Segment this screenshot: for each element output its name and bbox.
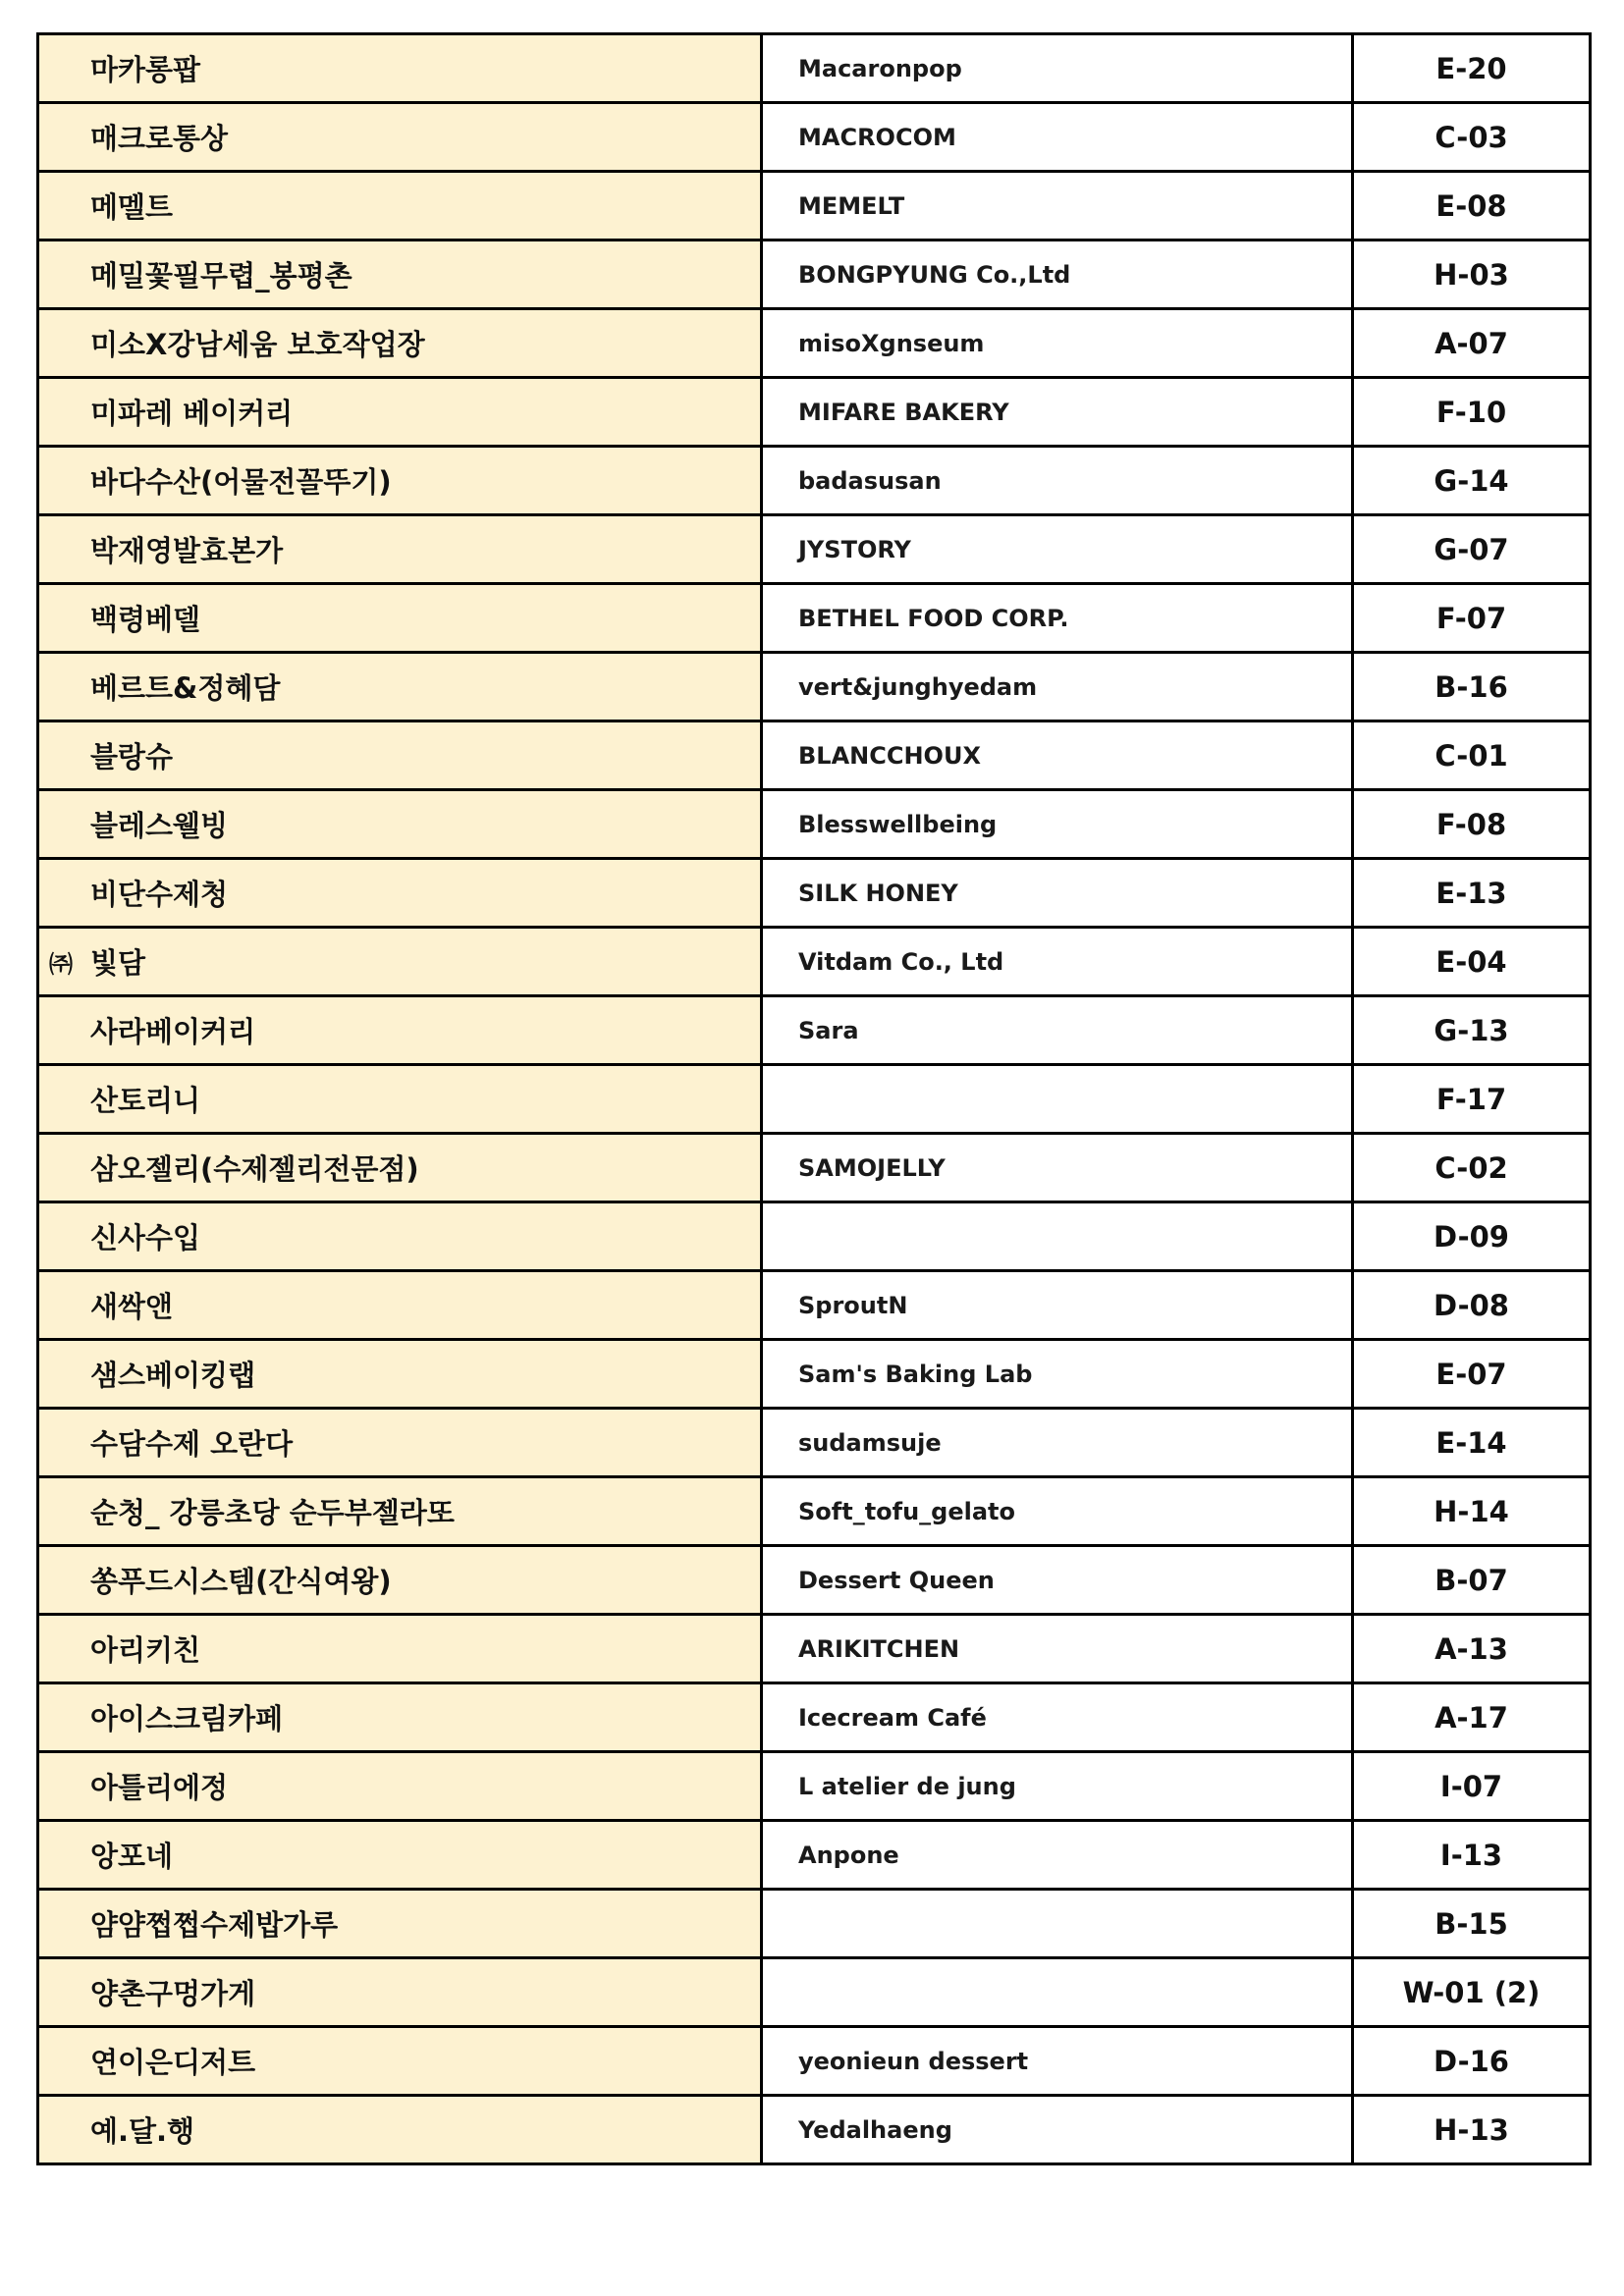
english-name-cell xyxy=(762,1134,1353,1202)
english-name-cell xyxy=(762,378,1353,447)
booth-number: H-14 xyxy=(1434,1494,1509,1528)
booth-number-cell xyxy=(1353,103,1591,172)
booth-number: D-08 xyxy=(1433,1288,1509,1322)
company-name-cell xyxy=(38,240,762,309)
booth-number: C-01 xyxy=(1435,738,1508,773)
company-name-cell xyxy=(38,2027,762,2096)
company-name: 백령베델 xyxy=(90,603,201,636)
english-name-cell xyxy=(762,447,1353,515)
table-row xyxy=(38,515,1591,584)
english-name-cell xyxy=(762,859,1353,928)
table-row xyxy=(38,1546,1591,1615)
table-row xyxy=(38,240,1591,309)
booth-number-cell xyxy=(1353,584,1591,653)
booth-number-cell xyxy=(1353,1958,1591,2027)
company-name-cell xyxy=(38,1271,762,1340)
english-name-cell xyxy=(762,103,1353,172)
table-row xyxy=(38,1821,1591,1890)
booth-number-cell xyxy=(1353,1134,1591,1202)
exhibitor-table xyxy=(36,32,1592,2165)
exhibitor-table-body xyxy=(38,34,1591,2164)
booth-number-cell xyxy=(1353,447,1591,515)
company-name: 예.달.행 xyxy=(90,2114,195,2148)
table-row xyxy=(38,1890,1591,1958)
english-name: Macaronpop xyxy=(798,54,962,82)
english-name: Dessert Queen xyxy=(798,1566,995,1594)
english-name: Sara xyxy=(798,1016,859,1044)
table-row xyxy=(38,1752,1591,1821)
english-name-cell xyxy=(762,515,1353,584)
english-name: BONGPYUNG Co.,Ltd xyxy=(798,260,1071,289)
company-name-cell xyxy=(38,1752,762,1821)
company-name: 아리키친 xyxy=(90,1633,201,1667)
english-name-cell xyxy=(762,1340,1353,1409)
english-name-cell xyxy=(762,1409,1353,1477)
table-row xyxy=(38,1134,1591,1202)
company-name: 마카롱팝 xyxy=(90,53,201,86)
company-name: 쏭푸드시스템(간식여왕) xyxy=(90,1565,392,1598)
table-row xyxy=(38,1340,1591,1409)
booth-number: H-03 xyxy=(1434,257,1509,292)
table-row xyxy=(38,928,1591,996)
table-row xyxy=(38,447,1591,515)
company-name: 삼오젤리(수제젤리전문점) xyxy=(90,1152,419,1186)
table-row xyxy=(38,1477,1591,1546)
english-name: SILK HONEY xyxy=(798,879,958,907)
company-name-cell xyxy=(38,172,762,240)
booth-number-cell xyxy=(1353,1615,1591,1683)
english-name-cell xyxy=(762,1546,1353,1615)
english-name: Yedalhaeng xyxy=(798,2115,952,2144)
company-name-cell xyxy=(38,1477,762,1546)
english-name: vert&junghyedam xyxy=(798,672,1038,701)
booth-number-cell xyxy=(1353,515,1591,584)
company-name: 샘스베이킹랩 xyxy=(90,1359,256,1392)
english-name: ARIKITCHEN xyxy=(798,1634,960,1663)
english-name-cell xyxy=(762,996,1353,1065)
booth-number: W-01 (2) xyxy=(1402,1975,1541,2009)
english-name-cell xyxy=(762,172,1353,240)
company-name: 빛담 xyxy=(90,946,146,980)
table-row xyxy=(38,1958,1591,2027)
company-name: 블랑슈 xyxy=(90,740,174,774)
table-row xyxy=(38,34,1591,103)
booth-number-cell xyxy=(1353,2096,1591,2164)
english-name: Anpone xyxy=(798,1841,899,1869)
booth-number: B-16 xyxy=(1435,669,1508,704)
booth-number-cell xyxy=(1353,928,1591,996)
english-name: misoXgnseum xyxy=(798,329,985,357)
table-row xyxy=(38,309,1591,378)
table-row xyxy=(38,378,1591,447)
table-row xyxy=(38,1615,1591,1683)
company-name-cell xyxy=(38,103,762,172)
company-name-cell xyxy=(38,378,762,447)
english-name-cell xyxy=(762,309,1353,378)
table-row xyxy=(38,584,1591,653)
company-name-cell xyxy=(38,928,762,996)
booth-number: I-13 xyxy=(1439,1838,1503,1872)
company-name: 베르트&정혜담 xyxy=(90,671,281,705)
english-name: MACROCOM xyxy=(798,123,956,151)
company-name-cell xyxy=(38,515,762,584)
table-row xyxy=(38,172,1591,240)
table-row xyxy=(38,996,1591,1065)
booth-number-cell xyxy=(1353,172,1591,240)
company-name-cell xyxy=(38,1890,762,1958)
company-name: 사라베이커리 xyxy=(90,1015,256,1048)
english-name: yeonieun dessert xyxy=(798,2047,1029,2075)
company-name: 얌얌쩝쩝수제밥가루 xyxy=(90,1908,339,1942)
english-name: sudamsuje xyxy=(798,1428,942,1457)
english-name: JYSTORY xyxy=(798,535,911,563)
company-name: 메밀꽃필무렵_봉평촌 xyxy=(90,259,352,293)
company-name-cell xyxy=(38,1202,762,1271)
english-name: Sam's Baking Lab xyxy=(798,1360,1033,1388)
booth-number: E-13 xyxy=(1435,876,1507,910)
table-row xyxy=(38,1065,1591,1134)
english-name: SAMOJELLY xyxy=(798,1153,946,1182)
booth-number: B-15 xyxy=(1435,1906,1508,1941)
english-name-cell xyxy=(762,1271,1353,1340)
booth-number: E-08 xyxy=(1435,188,1507,223)
booth-number: A-13 xyxy=(1435,1631,1508,1666)
booth-number: A-07 xyxy=(1435,326,1508,360)
company-name: 미파레 베이커리 xyxy=(90,397,294,430)
booth-number-cell xyxy=(1353,790,1591,859)
booth-number: G-13 xyxy=(1434,1013,1509,1047)
booth-number: F-07 xyxy=(1435,601,1507,635)
company-name-cell xyxy=(38,1683,762,1752)
booth-number-cell xyxy=(1353,1065,1591,1134)
english-name-cell xyxy=(762,721,1353,790)
booth-number-cell xyxy=(1353,996,1591,1065)
company-name-cell xyxy=(38,1546,762,1615)
english-name-cell xyxy=(762,1477,1353,1546)
booth-number: F-10 xyxy=(1435,395,1507,429)
company-name-cell xyxy=(38,653,762,721)
english-name: MIFARE BAKERY xyxy=(798,398,1009,426)
company-name: 순청_ 강릉초당 순두부젤라또 xyxy=(90,1496,455,1529)
booth-number-cell xyxy=(1353,1821,1591,1890)
company-name-cell xyxy=(38,859,762,928)
booth-number: A-17 xyxy=(1435,1700,1508,1735)
english-name: MEMELT xyxy=(798,191,905,220)
booth-number-cell xyxy=(1353,1202,1591,1271)
booth-number: E-20 xyxy=(1435,51,1507,85)
table-row xyxy=(38,721,1591,790)
company-name: 매크로통상 xyxy=(90,122,229,155)
table-row xyxy=(38,1271,1591,1340)
booth-number: I-07 xyxy=(1439,1769,1503,1803)
company-name: 양촌구멍가게 xyxy=(90,1977,256,2010)
company-name-cell xyxy=(38,309,762,378)
booth-number-cell xyxy=(1353,378,1591,447)
company-name: 미소X강남세움 보호작업장 xyxy=(90,328,425,361)
booth-number-cell xyxy=(1353,1477,1591,1546)
english-name: Blesswellbeing xyxy=(798,810,998,838)
company-name-cell xyxy=(38,721,762,790)
company-name-cell xyxy=(38,1065,762,1134)
company-name-cell xyxy=(38,1340,762,1409)
booth-number: E-14 xyxy=(1435,1425,1507,1460)
company-name: 수담수제 오란다 xyxy=(90,1427,294,1461)
company-name-cell xyxy=(38,1958,762,2027)
booth-number-cell xyxy=(1353,1752,1591,1821)
booth-number: E-07 xyxy=(1435,1357,1507,1391)
english-name-cell xyxy=(762,240,1353,309)
company-name: 새싹앤 xyxy=(90,1290,174,1323)
english-name-cell xyxy=(762,1615,1353,1683)
english-name-cell xyxy=(762,2096,1353,2164)
booth-number-cell xyxy=(1353,309,1591,378)
booth-number-cell xyxy=(1353,1890,1591,1958)
booth-number: F-17 xyxy=(1435,1082,1507,1116)
english-name: badasusan xyxy=(798,466,942,495)
booth-number: D-16 xyxy=(1433,2044,1509,2078)
booth-number-cell xyxy=(1353,1546,1591,1615)
english-name-cell xyxy=(762,1958,1353,2027)
english-name-cell xyxy=(762,1202,1353,1271)
english-name: BETHEL FOOD CORP. xyxy=(798,604,1069,632)
corporation-prefix: ㈜ xyxy=(49,950,73,978)
company-name: 메멜트 xyxy=(90,190,174,224)
booth-number-cell xyxy=(1353,1340,1591,1409)
booth-number: G-14 xyxy=(1434,463,1509,498)
table-row xyxy=(38,2027,1591,2096)
english-name-cell xyxy=(762,928,1353,996)
company-name-cell xyxy=(38,1134,762,1202)
company-name-cell xyxy=(38,1409,762,1477)
company-name-cell xyxy=(38,447,762,515)
company-name: 비단수제청 xyxy=(90,878,229,911)
table-row xyxy=(38,1202,1591,1271)
booth-number: B-07 xyxy=(1435,1563,1508,1597)
english-name-cell xyxy=(762,1821,1353,1890)
english-name-cell xyxy=(762,1890,1353,1958)
english-name-cell xyxy=(762,1752,1353,1821)
english-name-cell xyxy=(762,790,1353,859)
booth-number: D-09 xyxy=(1433,1219,1509,1254)
company-name: 아틀리에정 xyxy=(90,1771,229,1804)
english-name-cell xyxy=(762,1683,1353,1752)
company-name-cell xyxy=(38,1615,762,1683)
company-name: 아이스크림카페 xyxy=(90,1702,284,1735)
company-name: 앙포네 xyxy=(90,1840,174,1873)
booth-number: C-03 xyxy=(1435,120,1508,154)
booth-number-cell xyxy=(1353,34,1591,103)
english-name: Icecream Café xyxy=(798,1703,987,1732)
booth-number-cell xyxy=(1353,721,1591,790)
english-name-cell xyxy=(762,1065,1353,1134)
booth-number: F-08 xyxy=(1435,807,1507,841)
booth-number-cell xyxy=(1353,240,1591,309)
booth-number-cell xyxy=(1353,1271,1591,1340)
booth-number: C-02 xyxy=(1435,1150,1508,1185)
booth-number: G-07 xyxy=(1434,532,1509,566)
company-name: 산토리니 xyxy=(90,1084,201,1117)
company-name: 바다수산(어물전꼴뚜기) xyxy=(90,465,392,499)
table-row xyxy=(38,1409,1591,1477)
company-name-cell xyxy=(38,2096,762,2164)
company-name-cell xyxy=(38,1821,762,1890)
table-row xyxy=(38,1683,1591,1752)
company-name: 박재영발효본가 xyxy=(90,534,284,567)
company-name-cell xyxy=(38,584,762,653)
english-name: L atelier de jung xyxy=(798,1772,1016,1800)
english-name: BLANCCHOUX xyxy=(798,741,981,770)
table-row xyxy=(38,2096,1591,2164)
table-row xyxy=(38,859,1591,928)
table-row xyxy=(38,790,1591,859)
english-name: Vitdam Co., Ltd xyxy=(798,947,1004,976)
english-name: SproutN xyxy=(798,1291,908,1319)
booth-number-cell xyxy=(1353,1683,1591,1752)
english-name-cell xyxy=(762,584,1353,653)
booth-number-cell xyxy=(1353,653,1591,721)
english-name-cell xyxy=(762,653,1353,721)
english-name-cell xyxy=(762,34,1353,103)
company-name-cell xyxy=(38,996,762,1065)
booth-number: E-04 xyxy=(1435,944,1507,979)
english-name: Soft_tofu_gelato xyxy=(798,1497,1016,1525)
company-name-cell xyxy=(38,34,762,103)
booth-number-cell xyxy=(1353,859,1591,928)
table-row xyxy=(38,103,1591,172)
company-name: 블레스웰빙 xyxy=(90,809,229,842)
company-name: 신사수입 xyxy=(90,1221,201,1255)
table-row xyxy=(38,653,1591,721)
company-name: 연이은디저트 xyxy=(90,2046,256,2079)
english-name-cell xyxy=(762,2027,1353,2096)
booth-number: H-13 xyxy=(1434,2112,1509,2147)
company-name-cell xyxy=(38,790,762,859)
booth-number-cell xyxy=(1353,2027,1591,2096)
booth-number-cell xyxy=(1353,1409,1591,1477)
